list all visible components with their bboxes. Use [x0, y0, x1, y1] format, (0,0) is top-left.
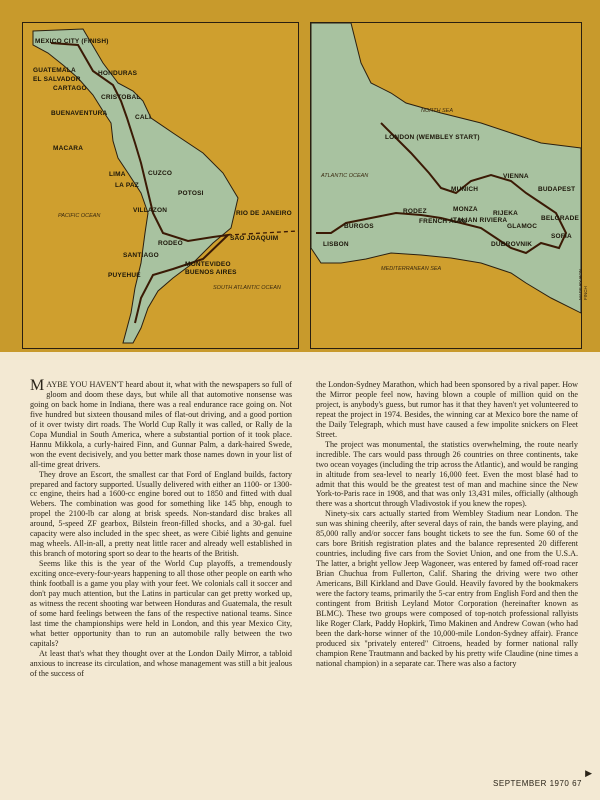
map-label: VILLAZON: [133, 207, 168, 214]
sea-label: MEDITERRANEAN SEA: [381, 266, 442, 272]
map-label: DUBROVNIK: [491, 241, 533, 248]
map-label: FRENCH ALPS: [419, 218, 468, 225]
article-paragraph: The project was monumental, the statistics overwhelming, the route nearly incredible. The cars would pass through 26 countries on three continents, take two ocean voyages (including the trip across the Atlantic), and would be ranging in altitude from sea-level to nearly 16,000 feet. Even the most blasé had to admit that this would be the greatest test of man and machine since the New York-to-Paris race in 1908, and that was only 13,431 miles, officially (although there was a shortcut through Vladivostok if you knew the ropes).: [316, 439, 578, 509]
drop-cap: M: [30, 377, 45, 394]
map-label: CUZCO: [148, 170, 173, 177]
map-label: RODEZ: [403, 208, 427, 215]
article-column-1: [30, 377, 292, 770]
article-paragraph: Ninety-six cars actually started from Wembley Stadium near London. The sun was shining cheerily, after several days of rain, the bands were playing, and 85,000 rally and/or soccer fans bought tickets to see the fun. Some 60 of the cars bore British registration plates and the balance represented 20 different countries, including five cars from the Soviet Union, and one from the U.S.A. The latter, a bright yellow Jeep Wagoneer, was entered by famed off-road racer Brian Chuchua from Fullerton, Calif. Sharing the driving were two other Americans, Bill Kirkland and Dave Gould. Heavily favored by the bookmakers were the factory teams, primarily the 5-car entry from English Ford and then the contingent from British Leyland Motor Corporation (hereinafter known as BLMC). These two groups were composed of top-notch professional rallyists like Roger Clark, Paddy Hopkirk, Timo Makinen and Andrew Cowan (who had been the dark-horse winner of the 10,000-mile London-Sydney affair). France produced six "privately entered" Citroens, headed by former national rally champion Rene Trautmann and backed by his pretty wife Claudine (nine times a national champion) in a separate car. There was also a factory: [316, 509, 578, 668]
map-credit: MAPS BY RON FINCH: [578, 268, 588, 300]
article-paragraph: At least that's what they thought over at the London Daily Mirror, a tabloid anxious to increase its circulation, and whose management was still a bit jealous of the success of: [30, 648, 292, 678]
map-label: SOFIA: [551, 233, 572, 240]
map-label: POTOSI: [178, 190, 204, 197]
map-label: RIO DE JANEIRO: [236, 210, 292, 217]
map-label: CARTAGO: [53, 85, 87, 92]
map-label: SAO JOAQUIM: [230, 235, 279, 242]
map-label: LISBON: [323, 241, 349, 248]
europe-map: [310, 22, 582, 349]
map-label: SANTIAGO: [123, 252, 159, 259]
map-label: MUNICH: [451, 186, 479, 193]
map-label: HONDURAS: [98, 70, 138, 77]
map-label: MONZA: [453, 206, 478, 213]
map-label: CRISTOBAL: [101, 94, 141, 101]
article-body: [30, 377, 578, 770]
map-label: PUYEHUE: [108, 272, 141, 279]
map-label: BUENOS AIRES: [185, 269, 237, 276]
page-footer: SEPTEMBER 1970 67: [493, 779, 582, 788]
map-label: MONTEVIDEO: [185, 261, 231, 268]
article-paragraph: the London-Sydney Marathon, which had been sponsored by a rival paper. How the Mirror people feel now, having blown a couple of million quid on the project, is anybody's guess, but rumor has it that they haven't yet volunteered to repeat the project in 1974. Besides, the winning car at Mexico bore the name of the Daily Telegraph, which must have caused a few impolite snickers on Fleet Street.: [316, 380, 578, 439]
map-label: GLAMOC: [507, 223, 538, 230]
map-label: LA PAZ: [115, 182, 139, 189]
map-label: RODEO: [158, 240, 183, 247]
map-label: BUDAPEST: [538, 186, 576, 193]
map-label: MEXICO CITY (FINISH): [35, 38, 109, 45]
article-column-2: [316, 380, 578, 770]
map-label: CALI: [135, 114, 151, 121]
map-illustration: [0, 0, 600, 352]
sea-label: NORTH SEA: [421, 108, 453, 114]
map-label: LIMA: [109, 171, 126, 178]
sea-label: ATLANTIC OCEAN: [321, 173, 369, 179]
paragraph-text: AYBE YOU HAVEN'T heard about it, what with the newspapers so full of gloom and doom these days, but while all that automotive nonsense was going on back home in Indiana, there was a real endurance race going on. Not five hundred but sixteen thousand miles of flat-out driving, and a good portion of it over twisty dirt roads. The World Cup Rally it was called, or Rally de la Copa Mundial in South America, where a substantial portion of it took place. Hannu Mikkola, a curly-haired Finn, and Gunnar Palm, a dark-haired Swede, won the event decisively, and you better mark those names down in your list of all-time great drivers.: [30, 380, 292, 469]
map-label: MACARA: [53, 145, 84, 152]
article-paragraph: [30, 377, 292, 470]
ocean-label: PACIFIC OCEAN: [58, 213, 101, 219]
map-label: EL SALVADOR: [33, 76, 81, 83]
continue-arrow-icon: ▶: [585, 768, 592, 778]
map-label: BELGRADE: [541, 215, 580, 222]
map-label: ITALIAN RIVIERA: [451, 217, 508, 224]
article-paragraph: They drove an Escort, the smallest car that Ford of England builds, factory prepared and factory supported. Usually delivered with either an 1100- or 1300-cc engine, theirs had a 1600-cc engine bored out to 1850 and fitted with dual Webers. The combination was good for something like 145 bhp, enough to propel the 2100-lb car along at brisk speeds. Non-standard disc brakes all around, 5-speed ZF gearbox, Bilstein freon-filled shocks, and a 30-gal. fuel capacity were also included in the spec sheet, as were Cibié lights and genuine mag wheels. All-in-all, a pretty neat little racer and already well established in this branch of motoring sport so dear to the hearts of the British.: [30, 469, 292, 559]
map-label: BURGOS: [344, 223, 374, 230]
map-label: RIJEKA: [493, 210, 519, 217]
map-label: BUENAVENTURA: [51, 110, 108, 117]
ocean-label: SOUTH ATLANTIC OCEAN: [213, 285, 281, 291]
article-paragraph: Seems like this is the year of the World Cup playoffs, a tremendously exciting once-every-four-years happening to all those other people on earth who think football is a game you play with your feet. We colonials call it soccer and don't pay much attention, but the Latins in particular can get pretty worked up, as witness the recent shooting war between Honduras and Guatemala, the result of some hard feelings between the fans of the respective national teams. Since last time the championships were held in London, and this year Mexico City, what better opportunity than to run an automobile rally between the two capitals?: [30, 559, 292, 648]
map-label: LONDON (WEMBLEY START): [385, 134, 480, 141]
map-label: GUATEMALA: [33, 67, 76, 74]
south-america-map: [22, 22, 299, 349]
map-label: VIENNA: [503, 173, 529, 180]
